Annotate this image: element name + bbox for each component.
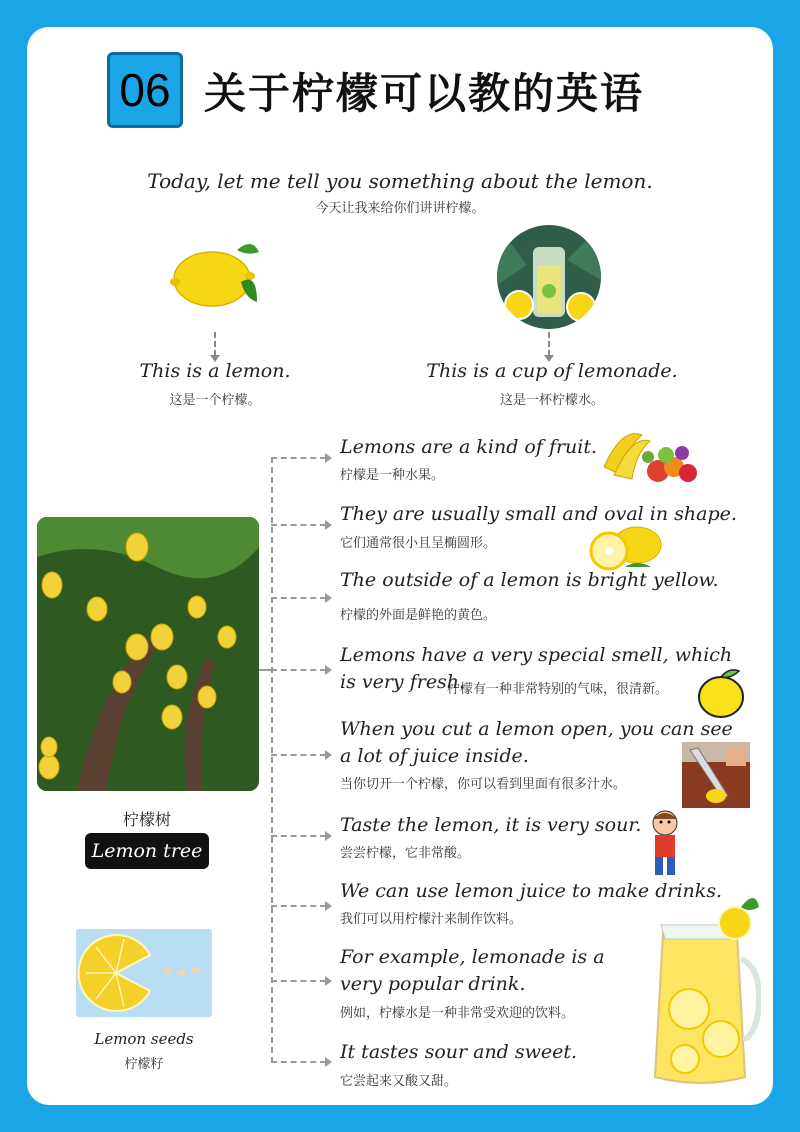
cutting-lemon-photo [682, 742, 750, 808]
branch-arrow-1 [271, 457, 326, 459]
branch-arrow-3 [271, 597, 326, 599]
page-title: 关于柠檬可以教的英语 [204, 69, 645, 118]
cartoon-lemon-icon [695, 665, 749, 721]
pair-english-2: This is a cup of lemonade. [426, 360, 678, 382]
branch-arrow-2 [271, 524, 326, 526]
sentence-english-9: It tastes sour and sweet. [340, 1041, 578, 1063]
branch-connector [259, 669, 271, 671]
lemon-tree-photo [37, 517, 259, 791]
intro-english: Today, let me tell you something about the lemon. [147, 169, 653, 193]
sentence-chinese-5: 当你切开一个柠檬，你可以看到里面有很多汁水。 [340, 777, 627, 792]
branch-arrow-9 [271, 1061, 326, 1063]
lemonade-photo [497, 225, 601, 329]
pair-english-1: This is a lemon. [139, 360, 291, 382]
arrow-down-lemon [214, 332, 216, 356]
branch-arrow-4 [271, 669, 326, 671]
tree-chinese-label: 柠檬树 [122, 810, 171, 829]
arrow-down-lemonade [548, 332, 550, 356]
branch-arrow-7 [271, 905, 326, 907]
pair-chinese-1: 这是一个柠檬。 [169, 393, 261, 408]
sentence-chinese-8: 例如，柠檬水是一种非常受欢迎的饮料。 [340, 1006, 575, 1021]
sentence-english-4: Lemons have a very special smell, which is very fresh. [340, 644, 733, 693]
sentence-english-5: When you cut a lemon open, you can see a lot of juice inside. [340, 718, 733, 767]
sentence-english-6: Taste the lemon, it is very sour. [340, 814, 642, 836]
sentence-english-2: They are usually small and oval in shape. [340, 503, 737, 525]
sentence-chinese-2: 它们通常很小且呈椭圆形。 [340, 536, 497, 551]
branch-arrow-8 [271, 980, 326, 982]
lemon-halves-icon [585, 523, 665, 571]
lemonade-pitcher-icon [645, 889, 761, 1089]
lemon-icon [167, 232, 267, 312]
fruits-icon [602, 427, 702, 487]
sentence-chinese-9: 它尝起来又酸又甜。 [340, 1074, 458, 1089]
sentence-english-8: For example, lemonade is a very popular drink. [340, 946, 605, 995]
seeds-chinese-label: 柠檬籽 [124, 1057, 164, 1072]
content-card [27, 27, 773, 1105]
pair-chinese-2: 这是一杯柠檬水。 [499, 393, 604, 408]
sentence-chinese-3: 柠檬的外面是鲜艳的黄色。 [340, 608, 497, 623]
branch-spine [271, 457, 273, 1063]
sentence-english-7: We can use lemon juice to make drinks. [340, 880, 723, 902]
sentence-english-3: The outside of a lemon is bright yellow. [340, 569, 719, 591]
tree-english-tag: Lemon tree [85, 833, 209, 869]
seeds-english-label: Lemon seeds [94, 1030, 194, 1048]
sentence-chinese-1: 柠檬是一种水果。 [340, 468, 445, 483]
sentence-chinese-7: 我们可以用柠檬汁来制作饮料。 [340, 912, 523, 927]
branch-arrow-5 [271, 754, 326, 756]
branch-arrow-6 [271, 835, 326, 837]
intro-chinese: 今天让我来给你们讲讲柠檬。 [315, 201, 485, 216]
lemon-seeds-photo [76, 929, 212, 1017]
sentence-chinese-6: 尝尝柠檬，它非常酸。 [340, 846, 471, 861]
section-number: 06 [107, 52, 183, 128]
sentence-english-1: Lemons are a kind of fruit. [340, 436, 598, 458]
sour-kid-icon [645, 809, 685, 879]
sentence-chinese-4: 柠檬有一种非常特别的气味，很清新。 [447, 682, 669, 697]
